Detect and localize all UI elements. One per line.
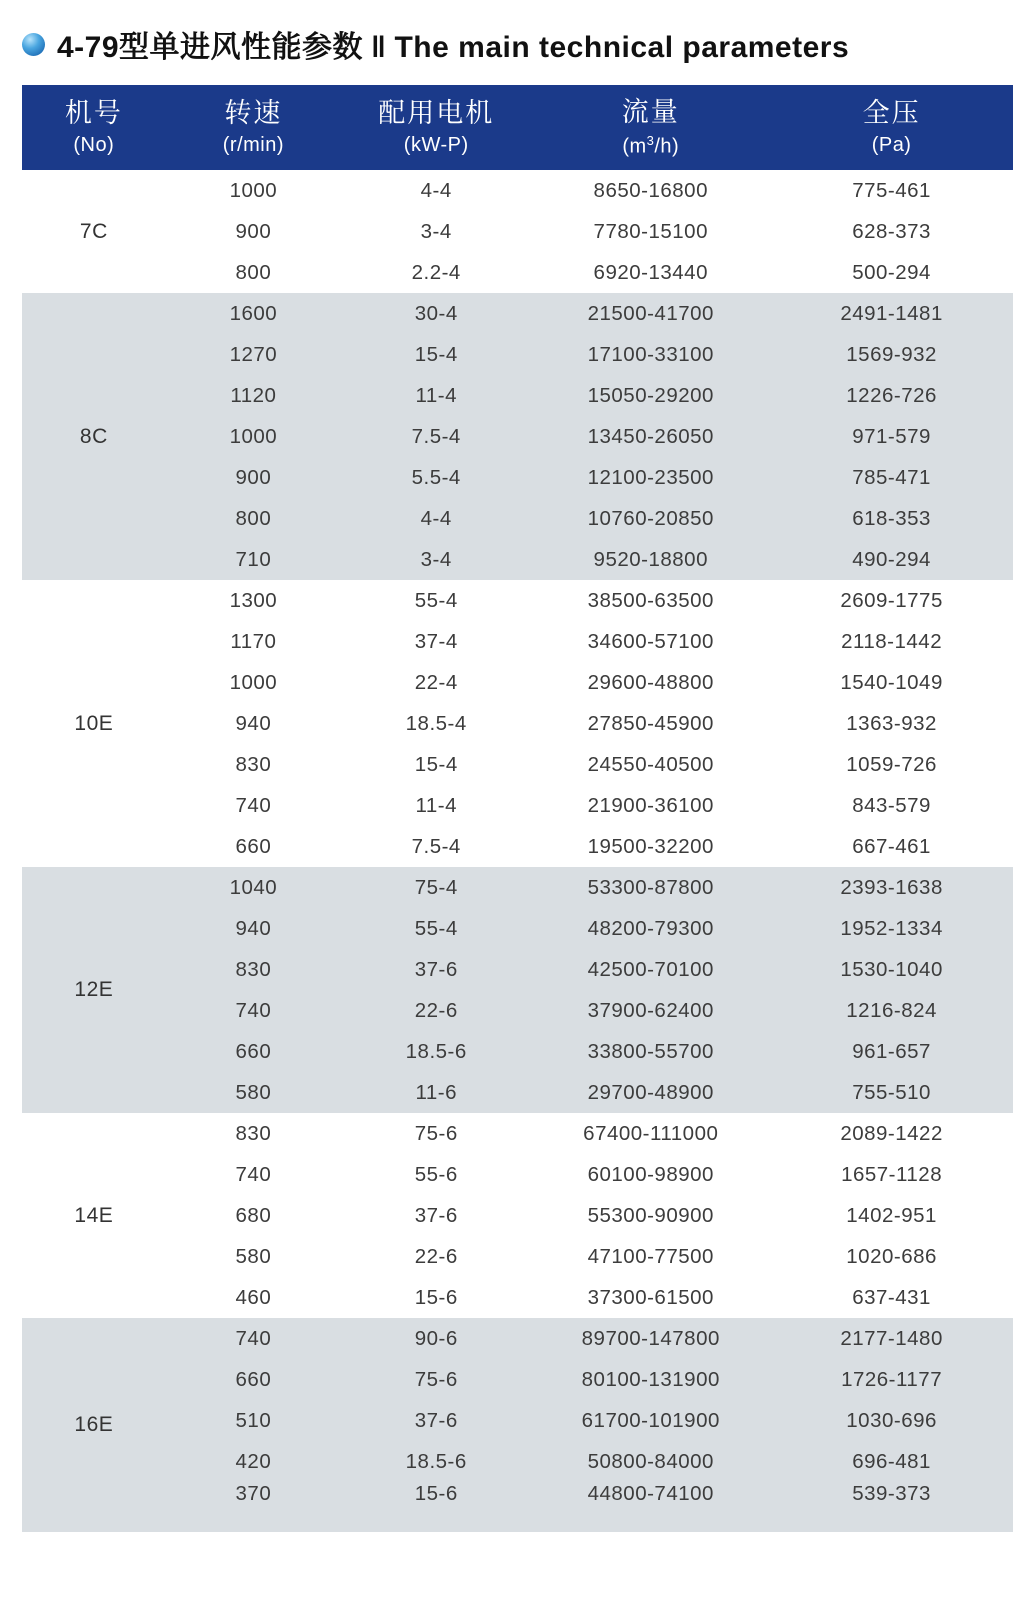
- table-row: [22, 170, 1013, 211]
- table-row: [22, 662, 1013, 703]
- speed-cell: 830: [166, 744, 341, 785]
- fan-no-cell: 16E: [22, 1318, 166, 1532]
- col-label: 转速: [224, 97, 283, 128]
- flow-cell: 47100-77500: [531, 1236, 770, 1277]
- table-row: [22, 621, 1013, 662]
- table-row: [22, 539, 1013, 580]
- col-label: 流量: [621, 96, 680, 127]
- motor-cell: 22-4: [341, 662, 531, 703]
- speed-cell: 680: [166, 1195, 341, 1236]
- table-row: [22, 1236, 1013, 1277]
- flow-cell: 24550-40500: [531, 744, 770, 785]
- flow-cell: 8650-16800: [531, 170, 770, 211]
- pressure-cell: 618-353: [770, 498, 1013, 539]
- pressure-cell: 1402-951: [770, 1195, 1013, 1236]
- table-row: [22, 785, 1013, 826]
- pressure-cell: 843-579: [770, 785, 1013, 826]
- motor-cell: 55-4: [341, 908, 531, 949]
- table-row: [22, 1031, 1013, 1072]
- table-row: [22, 990, 1013, 1031]
- speed-cell: 660: [166, 1031, 341, 1072]
- flow-cell: 19500-32200: [531, 826, 770, 867]
- flow-unit-pre: (m: [622, 135, 647, 158]
- pressure-cell: 961-657: [770, 1031, 1013, 1072]
- flow-cell: 44800-74100: [531, 1482, 770, 1532]
- pressure-cell: 1363-932: [770, 703, 1013, 744]
- fan-no-cell: 12E: [22, 867, 166, 1113]
- motor-cell: 7.5-4: [341, 826, 531, 867]
- table-row: [22, 867, 1013, 908]
- pressure-cell: 667-461: [770, 826, 1013, 867]
- table-row: [22, 375, 1013, 416]
- motor-cell: 22-6: [341, 1236, 531, 1277]
- col-label: 机号: [64, 97, 123, 128]
- flow-cell: 9520-18800: [531, 539, 770, 580]
- table-row: [22, 416, 1013, 457]
- pressure-cell: 2393-1638: [770, 867, 1013, 908]
- speed-cell: 1120: [166, 375, 341, 416]
- speed-cell: 740: [166, 1154, 341, 1195]
- table-row: [22, 1400, 1013, 1441]
- speed-cell: 1170: [166, 621, 341, 662]
- table-row: [22, 334, 1013, 375]
- col-header-fan-no: [22, 85, 166, 170]
- pressure-cell: 2491-1481: [770, 293, 1013, 334]
- flow-cell: 80100-131900: [531, 1359, 770, 1400]
- flow-cell: 17100-33100: [531, 334, 770, 375]
- motor-cell: 11-4: [341, 785, 531, 826]
- table-row: [22, 1154, 1013, 1195]
- pressure-cell: 490-294: [770, 539, 1013, 580]
- motor-cell: 37-6: [341, 949, 531, 990]
- motor-cell: 37-6: [341, 1195, 531, 1236]
- pressure-cell: 1569-932: [770, 334, 1013, 375]
- pressure-cell: 539-373: [770, 1482, 1013, 1532]
- pressure-cell: 1530-1040: [770, 949, 1013, 990]
- flow-cell: 13450-26050: [531, 416, 770, 457]
- motor-cell: 15-6: [341, 1277, 531, 1318]
- col-header-speed: [166, 85, 341, 170]
- motor-cell: 37-4: [341, 621, 531, 662]
- col-header-flow: [531, 85, 770, 170]
- pressure-cell: 696-481: [770, 1441, 1013, 1482]
- speed-cell: 940: [166, 908, 341, 949]
- table-row: [22, 1277, 1013, 1318]
- motor-cell: 15-4: [341, 334, 531, 375]
- motor-cell: 11-4: [341, 375, 531, 416]
- flow-cell: 37900-62400: [531, 990, 770, 1031]
- speed-cell: 800: [166, 252, 341, 293]
- motor-cell: 75-4: [341, 867, 531, 908]
- speed-cell: 940: [166, 703, 341, 744]
- pressure-cell: 2609-1775: [770, 580, 1013, 621]
- pressure-cell: 1059-726: [770, 744, 1013, 785]
- pressure-cell: 2177-1480: [770, 1318, 1013, 1359]
- speed-cell: 580: [166, 1072, 341, 1113]
- col-label: 配用电机: [378, 97, 495, 128]
- col-unit: [531, 133, 770, 159]
- speed-cell: 420: [166, 1441, 341, 1482]
- col-header-pressure: [770, 85, 1013, 170]
- pressure-cell: 785-471: [770, 457, 1013, 498]
- motor-cell: 5.5-4: [341, 457, 531, 498]
- table-row: [22, 252, 1013, 293]
- table-row: [22, 908, 1013, 949]
- flow-cell: 34600-57100: [531, 621, 770, 662]
- flow-unit-sup: 3: [646, 132, 655, 148]
- speed-cell: 800: [166, 498, 341, 539]
- table-row: [22, 457, 1013, 498]
- table-row: [22, 1195, 1013, 1236]
- speed-cell: 580: [166, 1236, 341, 1277]
- pressure-cell: 1020-686: [770, 1236, 1013, 1277]
- motor-cell: 90-6: [341, 1318, 531, 1359]
- flow-cell: 33800-55700: [531, 1031, 770, 1072]
- pressure-cell: 628-373: [770, 211, 1013, 252]
- pressure-cell: 1216-824: [770, 990, 1013, 1031]
- flow-cell: 15050-29200: [531, 375, 770, 416]
- flow-cell: 42500-70100: [531, 949, 770, 990]
- col-unit: (Pa): [871, 134, 912, 157]
- pressure-cell: 2118-1442: [770, 621, 1013, 662]
- table-row: [22, 1072, 1013, 1113]
- parameters-table: [22, 85, 1013, 1532]
- flow-cell: 38500-63500: [531, 580, 770, 621]
- pressure-cell: 775-461: [770, 170, 1013, 211]
- motor-cell: 3-4: [341, 539, 531, 580]
- speed-cell: 1000: [166, 662, 341, 703]
- pressure-cell: 500-294: [770, 252, 1013, 293]
- pressure-cell: 1726-1177: [770, 1359, 1013, 1400]
- table-row: [22, 1482, 1013, 1532]
- flow-cell: 60100-98900: [531, 1154, 770, 1195]
- pressure-cell: 1226-726: [770, 375, 1013, 416]
- flow-cell: 6920-13440: [531, 252, 770, 293]
- speed-cell: 1040: [166, 867, 341, 908]
- speed-cell: 900: [166, 457, 341, 498]
- fan-no-cell: 8C: [22, 293, 166, 580]
- motor-cell: 18.5-6: [341, 1441, 531, 1482]
- pressure-cell: 2089-1422: [770, 1113, 1013, 1154]
- flow-cell: 10760-20850: [531, 498, 770, 539]
- flow-cell: 7780-15100: [531, 211, 770, 252]
- motor-cell: 55-4: [341, 580, 531, 621]
- fan-no-cell: 10E: [22, 580, 166, 867]
- table-row: [22, 293, 1013, 334]
- speed-cell: 740: [166, 785, 341, 826]
- flow-cell: 37300-61500: [531, 1277, 770, 1318]
- speed-cell: 740: [166, 990, 341, 1031]
- speed-cell: 740: [166, 1318, 341, 1359]
- flow-cell: 67400-111000: [531, 1113, 770, 1154]
- speed-cell: 660: [166, 1359, 341, 1400]
- table-row: [22, 703, 1013, 744]
- table-row: [22, 826, 1013, 867]
- col-unit: (No): [73, 134, 115, 157]
- pressure-cell: 1657-1128: [770, 1154, 1013, 1195]
- motor-cell: 4-4: [341, 498, 531, 539]
- flow-cell: 21500-41700: [531, 293, 770, 334]
- title-divider-icon: ‖: [371, 31, 387, 64]
- motor-cell: 7.5-4: [341, 416, 531, 457]
- table-row: [22, 580, 1013, 621]
- motor-cell: 37-6: [341, 1400, 531, 1441]
- pressure-cell: 637-431: [770, 1277, 1013, 1318]
- col-label: 全压: [862, 97, 921, 128]
- col-unit: (kW-P): [403, 134, 469, 157]
- flow-cell: 27850-45900: [531, 703, 770, 744]
- fan-no-cell: 7C: [22, 170, 166, 293]
- speed-cell: 1270: [166, 334, 341, 375]
- table-row: [22, 211, 1013, 252]
- pressure-cell: 1030-696: [770, 1400, 1013, 1441]
- speed-cell: 1000: [166, 170, 341, 211]
- motor-cell: 22-6: [341, 990, 531, 1031]
- pressure-cell: 971-579: [770, 416, 1013, 457]
- speed-cell: 1000: [166, 416, 341, 457]
- speed-cell: 510: [166, 1400, 341, 1441]
- speed-cell: 830: [166, 949, 341, 990]
- pressure-cell: 1952-1334: [770, 908, 1013, 949]
- motor-cell: 15-6: [341, 1482, 531, 1532]
- flow-cell: 29700-48900: [531, 1072, 770, 1113]
- table-row: [22, 744, 1013, 785]
- table-row: [22, 1318, 1013, 1359]
- flow-cell: 50800-84000: [531, 1441, 770, 1482]
- speed-cell: 710: [166, 539, 341, 580]
- table-row: [22, 498, 1013, 539]
- speed-cell: 660: [166, 826, 341, 867]
- table-header-row: [22, 85, 1013, 170]
- speed-cell: 830: [166, 1113, 341, 1154]
- speed-cell: 370: [166, 1482, 341, 1532]
- col-unit: (r/min): [222, 134, 285, 157]
- flow-cell: 89700-147800: [531, 1318, 770, 1359]
- motor-cell: 15-4: [341, 744, 531, 785]
- table-row: [22, 1441, 1013, 1482]
- motor-cell: 75-6: [341, 1113, 531, 1154]
- motor-cell: 11-6: [341, 1072, 531, 1113]
- flow-cell: 61700-101900: [531, 1400, 770, 1441]
- motor-cell: 18.5-4: [341, 703, 531, 744]
- motor-cell: 75-6: [341, 1359, 531, 1400]
- pressure-cell: 1540-1049: [770, 662, 1013, 703]
- table-row: [22, 1359, 1013, 1400]
- table-body: [22, 170, 1013, 1532]
- table-row: [22, 949, 1013, 990]
- col-header-motor: [341, 85, 531, 170]
- motor-cell: 55-6: [341, 1154, 531, 1195]
- motor-cell: 4-4: [341, 170, 531, 211]
- flow-cell: 55300-90900: [531, 1195, 770, 1236]
- flow-cell: 29600-48800: [531, 662, 770, 703]
- motor-cell: 3-4: [341, 211, 531, 252]
- speed-cell: 900: [166, 211, 341, 252]
- speed-cell: 460: [166, 1277, 341, 1318]
- flow-cell: 12100-23500: [531, 457, 770, 498]
- title-en: The main technical parameters: [394, 31, 850, 64]
- fan-no-cell: 14E: [22, 1113, 166, 1318]
- motor-cell: 2.2-4: [341, 252, 531, 293]
- flow-unit-post: /h): [654, 135, 680, 158]
- motor-cell: 30-4: [341, 293, 531, 334]
- flow-cell: 53300-87800: [531, 867, 770, 908]
- page-title: [22, 22, 849, 66]
- bullet-icon: [22, 33, 45, 56]
- title-zh: 4-79型单进风性能参数: [57, 31, 364, 64]
- speed-cell: 1300: [166, 580, 341, 621]
- page-title-text: [57, 22, 849, 66]
- pressure-cell: 755-510: [770, 1072, 1013, 1113]
- flow-cell: 21900-36100: [531, 785, 770, 826]
- table-row: [22, 1113, 1013, 1154]
- motor-cell: 18.5-6: [341, 1031, 531, 1072]
- table-header: [22, 85, 1013, 170]
- speed-cell: 1600: [166, 293, 341, 334]
- flow-cell: 48200-79300: [531, 908, 770, 949]
